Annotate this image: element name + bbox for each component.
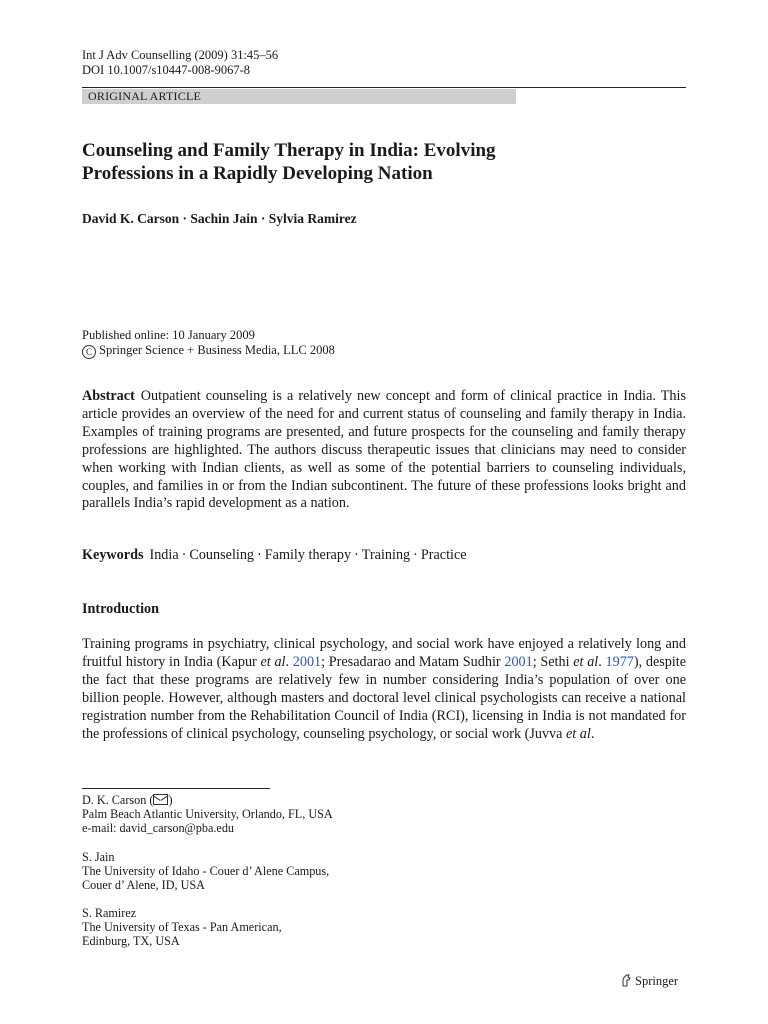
copyright-text: Springer Science + Business Media, LLC 2008	[99, 343, 335, 357]
keyword-separator: ·	[354, 547, 359, 563]
publisher-logo	[620, 973, 678, 989]
abstract-label: Abstract	[82, 388, 135, 404]
journal-meta	[82, 48, 686, 78]
copyright-icon: C	[82, 345, 96, 359]
et-al: et al	[260, 653, 286, 670]
affiliation-email[interactable]: e-mail: david_carson@pba.edu	[82, 821, 235, 836]
keyword: Counseling	[189, 547, 255, 563]
keyword: Family therapy	[264, 547, 352, 563]
affiliation-name: S. Jain	[82, 850, 115, 864]
abstract-text: Outpatient counseling is a relatively new concept and form of clinical practice in India. This article provides an overview of the need for and current status of counseling and family therapy in India. Examples of training programs are presented, and future prospects for the counseling and family therapy professions are highlighted. The authors discuss therapeutic issues that clinicians may need to consider when working with Indian clients, as well as some of the potential barriers to counseling individuals, couples, and families in or from the Indian subcontinent. The future of these professions looks bright and parallels India’s rapid development as a nation.	[82, 388, 686, 512]
affiliation-line: Edinburg, TX, USA	[82, 934, 180, 949]
affiliation	[82, 793, 686, 836]
citation-link[interactable]: 1977	[605, 653, 634, 670]
doi: DOI 10.1007/s10447-008-9067-8	[82, 63, 251, 77]
affiliation-line: The University of Texas - Pan American,	[82, 920, 282, 935]
journal-citation: Int J Adv Counselling (2009) 31:45–56	[82, 48, 279, 62]
article-title	[82, 139, 686, 185]
affiliation-line: Palm Beach Atlantic University, Orlando, FL, USA	[82, 807, 333, 822]
author-list: David K. Carson · Sachin Jain · Sylvia Ramirez	[82, 211, 357, 226]
keyword: India	[149, 547, 179, 563]
header-rule	[82, 87, 686, 88]
published-online: Published online: 10 January 2009	[82, 328, 255, 342]
affiliation	[82, 906, 686, 949]
envelope-icon[interactable]	[153, 794, 168, 805]
citation-link[interactable]: 2001	[504, 653, 533, 670]
section-heading-introduction: Introduction	[82, 601, 159, 617]
text-run: ), despite the fact that these programs are relatively few in number considering India’s population of over one billion people. However, although masters and doctoral level clinical psychologists can receive a national registration number from the Rehabilitation Council of India (RCI), licensing in India is not mandated for the professions of clinical psychology, counseling psychology, or social work (Juvva	[82, 653, 686, 742]
text-run: .	[598, 653, 606, 670]
abstract	[82, 388, 686, 513]
footnote-rule	[82, 788, 270, 789]
keyword-separator: ·	[181, 547, 187, 563]
affiliation-name: S. Ramirez	[82, 906, 137, 920]
text-run: Training programs in psychiatry, clinical psychology, and social work have enjoyed a relatively long and fruitful history in India (Kapur	[82, 636, 686, 670]
article-type-band	[82, 89, 516, 104]
affiliation-line: The University of Idaho - Couer d’ Alene Campus,	[82, 864, 330, 879]
affiliation-line: Couer d’ Alene, ID, USA	[82, 878, 205, 893]
et-al: et al	[573, 653, 599, 670]
text-run: .	[590, 725, 595, 742]
article-type: ORIGINAL ARTICLE	[88, 89, 202, 103]
keyword-separator: ·	[257, 547, 262, 563]
keyword: Training	[361, 547, 411, 563]
keywords-label: Keywords	[82, 547, 144, 563]
title-line: Professions in a Rapidly Developing Nation	[82, 163, 433, 184]
title-line: Counseling and Family Therapy in India: Evolving	[82, 140, 496, 161]
keyword: Practice	[420, 547, 467, 563]
text-run: .	[285, 653, 293, 670]
copyright-line	[82, 343, 686, 359]
publication-info	[82, 328, 686, 359]
introduction-paragraph	[82, 636, 686, 761]
et-al: et al	[566, 725, 591, 742]
affiliation-name	[82, 793, 686, 807]
text-run: ; Presadarao and Matam Sudhir	[321, 653, 505, 670]
citation-link[interactable]: 2001	[292, 653, 322, 670]
publisher-name: Springer	[635, 974, 679, 988]
keyword-separator: ·	[413, 547, 418, 563]
springer-horse-icon	[620, 974, 632, 987]
keywords	[82, 546, 686, 564]
text-run: ; Sethi	[532, 653, 574, 670]
paren: )	[168, 793, 173, 807]
affiliation	[82, 850, 686, 893]
author-name: D. K. Carson (	[82, 793, 154, 807]
